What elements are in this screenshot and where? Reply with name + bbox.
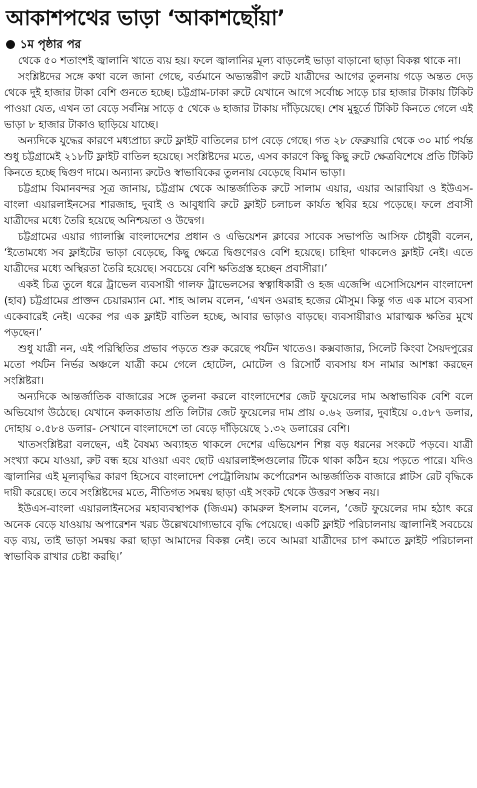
- paragraph: চট্টগ্রামের এয়ার গ্যালাক্সি বাংলাদেশের প্রধান ও এভিয়েশন ক্লাবের সাবেক সভাপতি আসিফ চৌধুরী বলেন, ‘ইতোমধ্যে সব ফ্লাইটের ভাড়া বেড়েছে, কিছু ক্ষেত্রে দ্বিগুণেরও বেশি হয়েছে। চাহিদা থাকলেও ফ্লাইট নেই। এতে যাত্রীদের মধ্যে অস্থিরতা তৈরি হয়েছে। সবচেয়ে বেশি ক্ষতিগ্রস্ত হচ্ছেন প্রবাসীরা।’: [4, 231, 473, 275]
- article-headline: আকাশপথের ভাড়া ‘আকাশছোঁয়া’: [6, 6, 285, 30]
- paragraph: খাতসংশ্লিষ্টরা বলছেন, এই বৈষম্য অব্যাহত থাকলে দেশের এভিয়েশন শিল্প বড় ধরনের সংকটে পড়বে। যাত্রী সংখ্যা কমে যাওয়া, রুট বন্ধ হয়ে যাওয়া এবং ছোট এয়ারলাইন্সগুলোর টিকে থাকা কঠিন হয়ে পড়তে পারে। যদিও জ্বালানির এই মূল্যবৃদ্ধির কারণ হিসেবে বাংলাদেশ পেট্রোলিয়াম কর্পোরেশন আন্তর্জাতিক বাজারে প্লাটস রেট বৃদ্ধিকে দায়ী করেছে। তবে সংশ্লিষ্টদের মতে, নীতিগত সমন্বয় ছাড়া এই সংকট থেকে উত্তরণ সম্ভব নয়।: [4, 439, 473, 499]
- news-article: [4, 0, 473, 788]
- article-body: [4, 53, 473, 565]
- paragraph: সংশ্লিষ্টদের সঙ্গে কথা বলে জানা গেছে, বর্তমানে অভ্যন্তরীণ রুটে যাত্রীদের আগের তুলনায় গড়ে অন্তত দেড় থেকে দুই হাজার টাকা বেশি গুনতে হচ্ছে। চট্টগ্রাম-ঢাকা রুটে যেখানে আগে সর্বোচ্চ সাড়ে চার হাজার টাকায় টিকিট পাওয়া যেত, এখন তা বেড়ে সর্বনিম্ন সাড়ে ৫ থেকে ৬ হাজার টাকায় দাঁড়িয়েছে। শেষ মুহূর্তে টিকিট কিনতে গেলে এই ভাড়া ৮ হাজার টাকাও ছাড়িয়ে যাচ্ছে।: [4, 71, 473, 131]
- continued-from-label: [6, 35, 473, 53]
- jump-text: ১ম পৃষ্ঠার পর: [20, 37, 81, 51]
- paragraph: অন্যদিকে আন্তর্জাতিক বাজারের সঙ্গে তুলনা করলে বাংলাদেশের জেট ফুয়েলের দাম অস্বাভাবিক বেশি বলে অভিযোগ উঠেছে। যেখানে কলকাতায় প্রতি লিটার জেট ফুয়েলের দাম প্রায় ০.৬২ ডলার, দুবাইয়ে ০.৫৮৭ ডলার, দোহায় ০.৫৮৪ ডলার- সেখানে বাংলাদেশে তা বেড়ে দাঁড়িয়েছে ১.৩২ ডলারের বেশি।: [4, 391, 473, 435]
- paragraph: একই চিত্র তুলে ধরে ট্রাভেল ব্যবসায়ী গালফ ট্রাভেলসের স্বত্বাধিকারী ও হজ এজেন্সি এসোসিয়েশন বাংলাদেশ (হাব) চট্টগ্রামের প্রাক্তন চেয়ারম্যান মো. শাহ আলম বলেন, ‘এখন ওমরাহ হজের মৌসুম। কিন্তু গত এক মাসে ব্যবসা একেবারেই নেই। একের পর এক ফ্লাইট বাতিল হচ্ছে, আবার ভাড়াও বাড়ছে। ব্যবসায়ীরাও মারাত্মক ক্ষতির মুখে পড়ছেন।’: [4, 279, 473, 339]
- paragraph: চট্টগ্রাম বিমানবন্দর সূত্র জানায়, চট্টগ্রাম থেকে আন্তর্জাতিক রুটে সালাম এয়ার, এয়ার আরাবিয়া ও ইউএস-বাংলা এয়ারলাইনসের শারজাহ, দুবাই ও আবুধাবি রুটে ফ্লাইট চলাচল কার্যত স্থবির হয়ে পড়েছে। ফলে প্রবাসী যাত্রীদের মধ্যে তৈরি হয়েছে অনিশ্চয়তা ও উদ্বেগ।: [4, 183, 473, 227]
- bullet-icon: [6, 40, 15, 49]
- paragraph: ইউএস-বাংলা এয়ারলাইনসের মহাব্যবস্থাপক (জিএম) কামরুল ইসলাম বলেন, ‘জেট ফুয়েলের দাম হঠাৎ করে অনেক বেড়ে যাওয়ায় অপারেশন খরচ উল্লেখযোগ্যভাবে বৃদ্ধি পেয়েছে। একটি ফ্লাইট পরিচালনায় জ্বালানিই সবচেয়ে বড় ব্যয়, তাই ভাড়া সমন্বয় করা ছাড়া আমাদের বিকল্প নেই। তবে আমরা যাত্রীদের চাপ কমাতে ফ্লাইট পরিচালনা স্বাভাবিক রাখার চেষ্টা করছি।’: [4, 503, 473, 563]
- paragraph: শুধু যাত্রী নন, এই পরিস্থিতির প্রভাব পড়তে শুরু করেছে পর্যটন খাতেও। কক্সবাজার, সিলেট কিংবা সৈয়দপুরের মতো পর্যটন নির্ভর অঞ্চলে যাত্রী কমে গেলে হোটেল, মোটেল ও রিসোর্ট ব্যবসায় ধস নামার আশঙ্কা করছেন সংশ্লিষ্টরা।: [4, 343, 473, 387]
- paragraph: থেকে ৫০ শতাংশই জ্বালানি খাতে ব্যয় হয়। ফলে জ্বালানির মূল্য বাড়লেই ভাড়া বাড়ানো ছাড়া বিকল্প থাকে না।: [18, 55, 461, 67]
- paragraph: অন্যদিকে যুদ্ধের কারণে মধ্যপ্রাচ্য রুটে ফ্লাইট বাতিলের চাপ বেড়ে গেছে। গত ২৮ ফেব্রুয়ারি থেকে ৩০ মার্চ পর্যন্ত শুধু চট্টগ্রামেই ২১৮টি ফ্লাইট বাতিল হয়েছে। সংশ্লিষ্টদের মতে, এসব কারণে কিছু কিছু রুটে ক্ষেত্রবিশেষে প্রতি টিকিট কিনতে হচ্ছে দ্বিগুণ দামে। অন্যান্য রুটেও স্বাভাবিকের তুলনায় বেড়েছে বিমান ভাড়া।: [4, 135, 473, 179]
